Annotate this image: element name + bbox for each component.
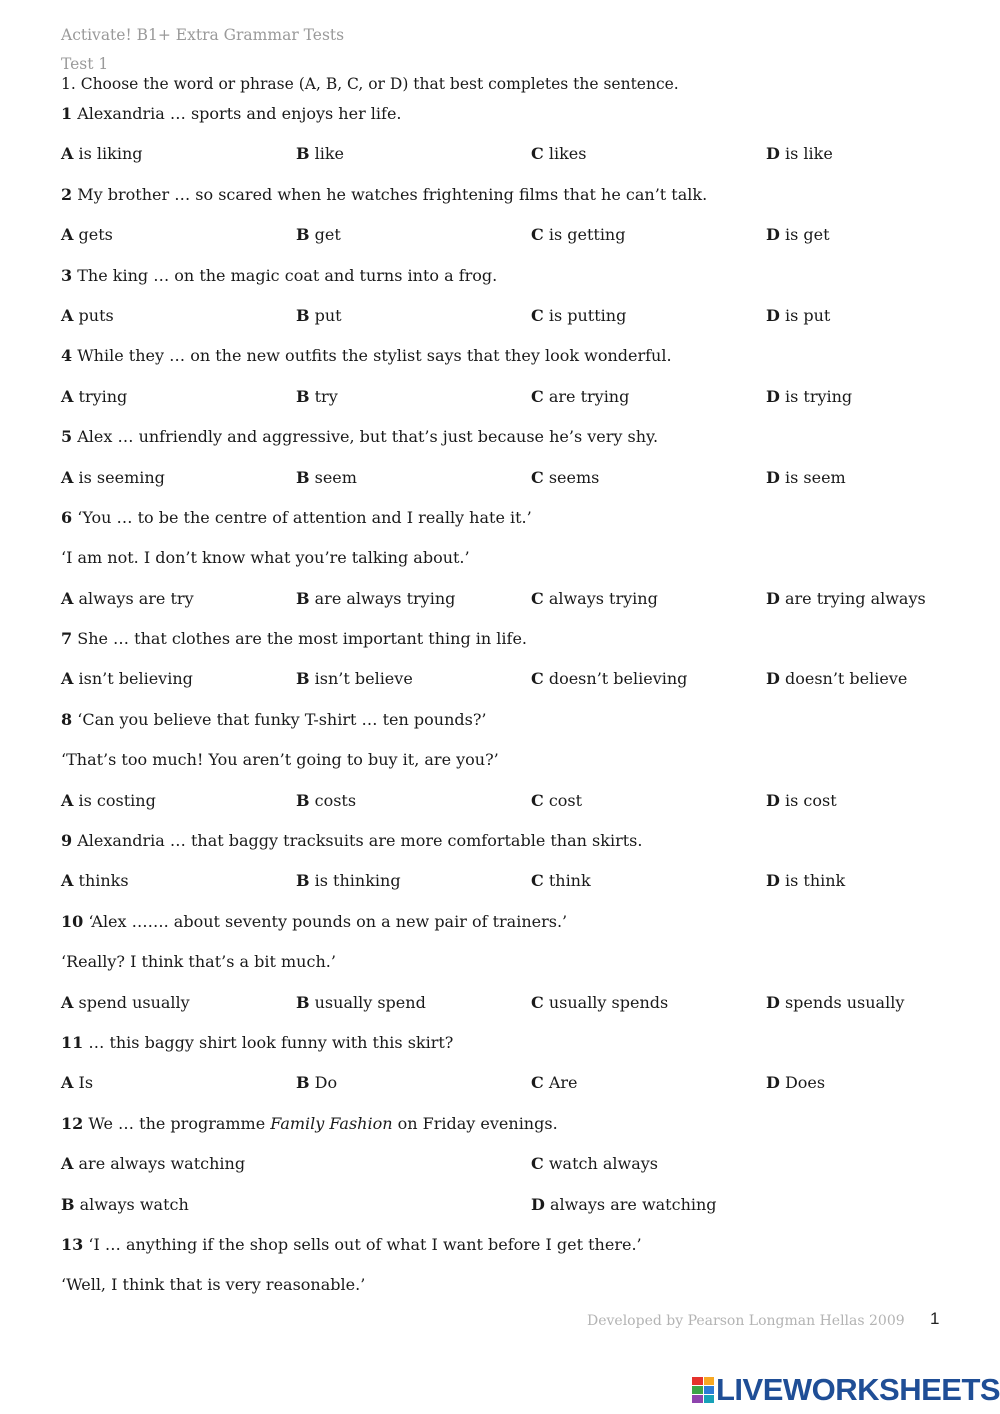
option-b[interactable] [296, 377, 338, 417]
option-letter: A [61, 144, 74, 164]
question-text: Alex … unfriendly and aggressive, but that’s just because he’s very shy. [77, 427, 659, 447]
option-d[interactable] [766, 134, 833, 174]
option-c[interactable] [531, 134, 586, 174]
option-text: is cost [784, 790, 837, 810]
option-text: doesn’t believing [548, 669, 688, 689]
options-row [61, 134, 961, 174]
options-row [61, 983, 961, 1023]
option-letter: A [61, 790, 74, 810]
footer-credit: Developed by Pearson Longman Hellas 2009 [587, 1313, 905, 1329]
question-number: 5 [61, 427, 73, 447]
options-row [61, 296, 961, 336]
question-12: 12 We … the programme Family Fashion on Friday evenings. A are always watching C watch always B always watch D always are watching [61, 1104, 961, 1225]
option-b[interactable] [296, 215, 341, 255]
option-text: Does [784, 1073, 826, 1093]
option-a[interactable] [61, 134, 143, 174]
option-letter: C [531, 467, 544, 487]
option-b[interactable] [296, 861, 401, 901]
option-c[interactable] [531, 296, 626, 336]
option-letter: C [531, 305, 544, 325]
liveworksheets-icon [692, 1377, 714, 1403]
worksheet-page [61, 24, 961, 1306]
option-text: is think [784, 871, 846, 891]
question-text: ‘Alex ……. about seventy pounds on a new pair of trainers.’ [88, 911, 568, 931]
option-d[interactable] [766, 579, 926, 619]
question-number: 6 [61, 507, 73, 527]
option-text: is seem [784, 467, 846, 487]
options-row [61, 1063, 961, 1103]
option-text: seem [314, 467, 357, 487]
options-row [61, 861, 961, 901]
question-number: 12 [61, 1113, 84, 1133]
options-row [61, 377, 961, 417]
question-number: 13 [61, 1234, 84, 1254]
question-text: Alexandria … sports and enjoys her life. [77, 104, 402, 123]
option-text: doesn’t believe [784, 669, 908, 689]
option-d[interactable] [766, 377, 852, 417]
option-text: Is [78, 1073, 94, 1093]
option-d[interactable] [766, 659, 907, 699]
question-reply: ‘I am not. I don’t know what you’re talking about.’ [61, 548, 470, 568]
option-letter: C [531, 992, 544, 1012]
question-9 [61, 821, 961, 902]
option-letter: A [61, 305, 74, 325]
option-c[interactable] [531, 781, 582, 821]
question-text: … this baggy shirt look funny with this skirt? [88, 1032, 454, 1052]
option-letter: D [766, 467, 780, 487]
question-number: 2 [61, 184, 73, 204]
question-text: ‘You … to be the centre of attention and I really hate it.’ [77, 507, 532, 527]
option-b[interactable] [296, 296, 342, 336]
question-11 [61, 1023, 961, 1104]
question-list [61, 94, 961, 1104]
options-row [61, 579, 961, 619]
question-reply: ‘Well, I think that is very reasonable.’ [61, 1275, 366, 1295]
option-c[interactable]: C watch always [531, 1154, 658, 1174]
option-text: isn’t believing [78, 669, 193, 689]
option-b[interactable] [296, 659, 413, 699]
option-letter: B [296, 467, 310, 487]
option-text: gets [78, 225, 113, 245]
question-text: While they … on the new outfits the stylist says that they look wonderful. [77, 346, 672, 366]
option-a[interactable] [61, 579, 194, 619]
option-text: usually spends [548, 992, 669, 1012]
option-b[interactable] [296, 781, 356, 821]
option-b[interactable]: B always watch [61, 1194, 189, 1214]
option-text: spend usually [78, 992, 190, 1012]
option-text: is getting [548, 225, 626, 245]
option-letter: D [766, 790, 780, 810]
options-row [61, 659, 961, 699]
option-text: is liking [78, 144, 143, 164]
option-c[interactable] [531, 458, 599, 498]
option-letter: B [296, 1073, 310, 1093]
option-a[interactable] [61, 377, 127, 417]
option-letter: C [531, 669, 544, 689]
option-b[interactable] [296, 134, 344, 174]
option-a[interactable] [61, 781, 156, 821]
option-text: think [548, 871, 591, 891]
question-number: 4 [61, 346, 73, 366]
option-letter: A [61, 225, 74, 245]
option-text: is put [784, 305, 831, 325]
option-letter: D [766, 871, 780, 891]
option-d[interactable] [766, 781, 837, 821]
option-text: get [314, 225, 341, 245]
question-4 [61, 336, 961, 417]
option-letter: D [766, 305, 780, 325]
option-letter: C [531, 144, 544, 164]
option-letter: D [766, 225, 780, 245]
option-text: puts [78, 305, 114, 325]
option-letter: B [296, 871, 310, 891]
option-text: always trying [548, 588, 658, 608]
option-letter: C [531, 871, 544, 891]
option-text: is seeming [78, 467, 165, 487]
question-6 [61, 498, 961, 619]
option-letter: D [766, 588, 780, 608]
programme-title: Family Fashion [270, 1113, 393, 1133]
option-c[interactable] [531, 579, 658, 619]
question-13 [61, 1225, 961, 1306]
question-8 [61, 700, 961, 821]
question-text: Alexandria … that baggy tracksuits are more comfortable than skirts. [77, 831, 643, 851]
question-text: ‘Can you believe that funky T-shirt … ten pounds?’ [77, 709, 487, 729]
question-text: My brother … so scared when he watches frightening films that he can’t talk. [77, 184, 708, 204]
option-letter: C [531, 1073, 544, 1093]
option-letter: D [766, 386, 780, 406]
option-text: isn’t believe [314, 669, 413, 689]
instruction: 1. Choose the word or phrase (A, B, C, or D) that best completes the sentence. [61, 75, 679, 93]
option-text: Are [548, 1073, 578, 1093]
option-c[interactable] [531, 861, 591, 901]
option-text: are always trying [314, 588, 456, 608]
option-a[interactable] [61, 215, 113, 255]
option-letter: B [296, 992, 310, 1012]
question-5 [61, 417, 961, 498]
question-reply: ‘That’s too much! You aren’t going to buy it, are you?’ [61, 750, 499, 770]
option-letter: B [296, 588, 310, 608]
option-b[interactable] [296, 983, 426, 1023]
option-text: is putting [548, 305, 627, 325]
question-number: 1 [61, 104, 73, 123]
question-1 [61, 94, 961, 175]
options-row [61, 781, 961, 821]
option-a[interactable] [61, 659, 193, 699]
question-number: 9 [61, 831, 73, 851]
option-d[interactable]: D always are watching [531, 1194, 717, 1214]
options-row [61, 215, 961, 255]
question-3 [61, 256, 961, 337]
option-b[interactable] [296, 458, 357, 498]
option-letter: D [766, 669, 780, 689]
option-text: put [314, 305, 342, 325]
option-letter: D [766, 992, 780, 1012]
question-number: 7 [61, 629, 73, 649]
option-text: always are try [78, 588, 194, 608]
brand-name: LIVEWORKSHEETS [716, 1372, 1000, 1407]
question-text: She … that clothes are the most important thing in life. [77, 629, 528, 649]
option-letter: A [61, 588, 74, 608]
option-text: Do [314, 1073, 338, 1093]
option-text: cost [548, 790, 583, 810]
option-letter: B [296, 225, 310, 245]
option-a[interactable] [61, 1063, 93, 1103]
option-letter: B [296, 790, 310, 810]
option-text: is trying [784, 386, 853, 406]
option-letter: B [296, 144, 310, 164]
question-reply: ‘Really? I think that’s a bit much.’ [61, 952, 336, 972]
question-text: The king … on the magic coat and turns into a frog. [77, 265, 498, 285]
option-text: is get [784, 225, 830, 245]
question-number: 8 [61, 709, 73, 729]
option-c[interactable] [531, 983, 668, 1023]
option-letter: C [531, 588, 544, 608]
option-letter: A [61, 669, 74, 689]
option-text: trying [78, 386, 128, 406]
option-a[interactable] [61, 458, 165, 498]
option-text: are trying always [784, 588, 926, 608]
option-b[interactable] [296, 1063, 337, 1103]
option-d[interactable] [766, 861, 845, 901]
question-text: ‘I … anything if the shop sells out of what I want before I get there.’ [88, 1234, 642, 1254]
option-text: costs [314, 790, 357, 810]
page-number: 1 [930, 1309, 940, 1328]
option-letter: C [531, 386, 544, 406]
option-letter: A [61, 467, 74, 487]
options-row [61, 458, 961, 498]
book-title: Activate! B1+ Extra Grammar Tests [61, 26, 345, 44]
question-2 [61, 175, 961, 256]
option-d[interactable] [766, 458, 846, 498]
test-label: Test 1 [61, 55, 109, 73]
option-a[interactable] [61, 296, 114, 336]
option-text: like [314, 144, 345, 164]
option-letter: A [61, 1073, 74, 1093]
option-letter: D [766, 1073, 780, 1093]
option-b[interactable] [296, 579, 455, 619]
option-c[interactable] [531, 659, 687, 699]
option-text: is costing [78, 790, 156, 810]
option-text: try [314, 386, 338, 406]
option-c[interactable] [531, 377, 629, 417]
question-number: 10 [61, 911, 84, 931]
option-text: is like [784, 144, 833, 164]
option-a[interactable]: A are always watching [61, 1154, 246, 1174]
question-7 [61, 619, 961, 700]
option-text: seems [548, 467, 600, 487]
option-letter: D [766, 144, 780, 164]
option-d[interactable] [766, 983, 904, 1023]
option-text: likes [548, 144, 587, 164]
option-a[interactable] [61, 861, 129, 901]
question-10 [61, 902, 961, 1023]
option-c[interactable] [531, 215, 625, 255]
liveworksheets-logo[interactable] [692, 1372, 1000, 1408]
option-letter: A [61, 992, 74, 1012]
option-c[interactable] [531, 1063, 578, 1103]
option-a[interactable] [61, 983, 190, 1023]
option-text: usually spend [314, 992, 426, 1012]
option-text: are trying [548, 386, 630, 406]
option-letter: C [531, 790, 544, 810]
question-number: 11 [61, 1032, 84, 1052]
option-text: is thinking [314, 871, 401, 891]
option-letter: B [296, 305, 310, 325]
option-text: thinks [78, 871, 129, 891]
option-letter: C [531, 225, 544, 245]
option-letter: A [61, 871, 74, 891]
option-letter: A [61, 386, 74, 406]
question-number: 3 [61, 265, 73, 285]
option-text: spends usually [784, 992, 905, 1012]
option-letter: B [296, 386, 310, 406]
option-d[interactable] [766, 296, 830, 336]
option-d[interactable] [766, 215, 830, 255]
option-letter: B [296, 669, 310, 689]
option-d[interactable] [766, 1063, 825, 1103]
